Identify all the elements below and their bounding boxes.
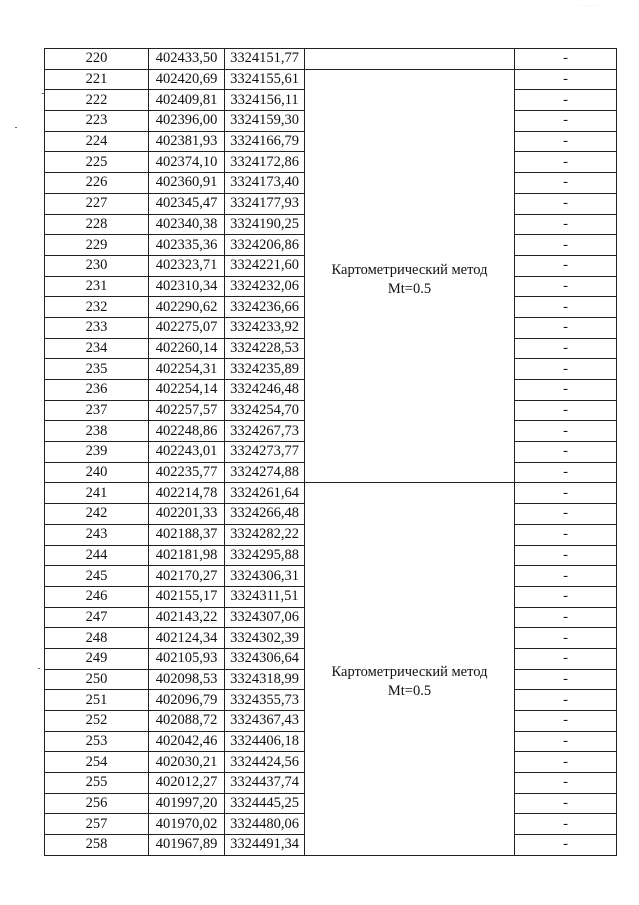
table-row bbox=[45, 483, 617, 504]
y-coordinate-cell: 3324306,31 bbox=[225, 566, 305, 587]
point-number-cell: 230 bbox=[45, 255, 149, 276]
x-coordinate-cell: 402335,36 bbox=[149, 235, 225, 256]
note-cell bbox=[515, 173, 617, 194]
note-cell bbox=[515, 586, 617, 607]
note-cell bbox=[515, 90, 617, 111]
dash-mark: - bbox=[563, 774, 568, 791]
y-coordinate-cell: 3324206,86 bbox=[225, 235, 305, 256]
y-coordinate-cell: 3324155,61 bbox=[225, 69, 305, 90]
point-number-cell: 221 bbox=[45, 69, 149, 90]
x-coordinate-cell: 402243,01 bbox=[149, 442, 225, 463]
y-coordinate-cell: 3324228,53 bbox=[225, 338, 305, 359]
dash-mark: - bbox=[563, 608, 568, 625]
x-coordinate-cell: 402340,38 bbox=[149, 214, 225, 235]
note-cell bbox=[515, 442, 617, 463]
note-cell bbox=[515, 731, 617, 752]
x-coordinate-cell: 402042,46 bbox=[149, 731, 225, 752]
x-coordinate-cell: 402105,93 bbox=[149, 648, 225, 669]
point-number-cell: 249 bbox=[45, 648, 149, 669]
method-name: Картометрический метод bbox=[331, 262, 488, 279]
x-coordinate-cell: 402248,86 bbox=[149, 421, 225, 442]
note-cell bbox=[515, 276, 617, 297]
point-number-cell: 243 bbox=[45, 524, 149, 545]
y-coordinate-cell: 3324355,73 bbox=[225, 690, 305, 711]
y-coordinate-cell: 3324273,77 bbox=[225, 442, 305, 463]
y-coordinate-cell: 3324173,40 bbox=[225, 173, 305, 194]
dash-mark: - bbox=[563, 133, 568, 150]
method-accuracy: Mt=0.5 bbox=[387, 683, 432, 700]
y-coordinate-cell: 3324491,34 bbox=[225, 835, 305, 856]
dash-mark: - bbox=[563, 670, 568, 687]
x-coordinate-cell: 402310,34 bbox=[149, 276, 225, 297]
x-coordinate-cell: 402254,14 bbox=[149, 380, 225, 401]
dash-mark: - bbox=[563, 153, 568, 170]
point-number-cell: 231 bbox=[45, 276, 149, 297]
dash-mark: - bbox=[563, 526, 568, 543]
note-cell bbox=[515, 69, 617, 90]
y-coordinate-cell: 3324172,86 bbox=[225, 152, 305, 173]
note-cell bbox=[515, 297, 617, 318]
note-cell bbox=[515, 814, 617, 835]
note-cell bbox=[515, 235, 617, 256]
point-number-cell: 240 bbox=[45, 462, 149, 483]
point-number-cell: 246 bbox=[45, 586, 149, 607]
y-coordinate-cell: 3324236,66 bbox=[225, 297, 305, 318]
dash-mark: - bbox=[563, 691, 568, 708]
x-coordinate-cell: 402420,69 bbox=[149, 69, 225, 90]
point-number-cell: 232 bbox=[45, 297, 149, 318]
x-coordinate-cell: 402170,27 bbox=[149, 566, 225, 587]
scan-speck bbox=[15, 127, 17, 128]
point-number-cell: 226 bbox=[45, 173, 149, 194]
method-cell bbox=[305, 49, 515, 70]
y-coordinate-cell: 3324311,51 bbox=[225, 586, 305, 607]
dash-mark: - bbox=[563, 257, 568, 274]
dash-mark: - bbox=[563, 650, 568, 667]
note-cell bbox=[515, 193, 617, 214]
note-cell bbox=[515, 752, 617, 773]
dash-mark: - bbox=[563, 484, 568, 501]
point-number-cell: 223 bbox=[45, 111, 149, 132]
dash-mark: - bbox=[563, 339, 568, 356]
dash-mark: - bbox=[563, 733, 568, 750]
dash-mark: - bbox=[563, 236, 568, 253]
note-cell bbox=[515, 835, 617, 856]
y-coordinate-cell: 3324367,43 bbox=[225, 711, 305, 732]
point-number-cell: 227 bbox=[45, 193, 149, 214]
point-number-cell: 254 bbox=[45, 752, 149, 773]
dash-mark: - bbox=[563, 588, 568, 605]
dash-mark: - bbox=[563, 753, 568, 770]
note-cell bbox=[515, 359, 617, 380]
y-coordinate-cell: 3324274,88 bbox=[225, 462, 305, 483]
point-number-cell: 251 bbox=[45, 690, 149, 711]
note-cell bbox=[515, 690, 617, 711]
dash-mark: - bbox=[563, 112, 568, 129]
point-number-cell: 257 bbox=[45, 814, 149, 835]
point-number-cell: 238 bbox=[45, 421, 149, 442]
point-number-cell: 252 bbox=[45, 711, 149, 732]
dash-mark: - bbox=[563, 795, 568, 812]
dash-mark: - bbox=[563, 443, 568, 460]
dash-mark: - bbox=[563, 174, 568, 191]
y-coordinate-cell: 3324445,25 bbox=[225, 793, 305, 814]
dash-mark: - bbox=[563, 360, 568, 377]
y-coordinate-cell: 3324261,64 bbox=[225, 483, 305, 504]
method-cell bbox=[305, 483, 515, 855]
note-cell bbox=[515, 669, 617, 690]
note-cell bbox=[515, 255, 617, 276]
note-cell bbox=[515, 338, 617, 359]
point-number-cell: 242 bbox=[45, 504, 149, 525]
note-cell bbox=[515, 648, 617, 669]
note-cell bbox=[515, 111, 617, 132]
y-coordinate-cell: 3324151,77 bbox=[225, 49, 305, 70]
x-coordinate-cell: 401970,02 bbox=[149, 814, 225, 835]
x-coordinate-cell: 402396,00 bbox=[149, 111, 225, 132]
x-coordinate-cell: 402030,21 bbox=[149, 752, 225, 773]
x-coordinate-cell: 402381,93 bbox=[149, 131, 225, 152]
point-number-cell: 236 bbox=[45, 380, 149, 401]
dash-mark: - bbox=[563, 215, 568, 232]
point-number-cell: 229 bbox=[45, 235, 149, 256]
x-coordinate-cell: 402012,27 bbox=[149, 773, 225, 794]
x-coordinate-cell: 402214,78 bbox=[149, 483, 225, 504]
x-coordinate-cell: 402360,91 bbox=[149, 173, 225, 194]
note-cell bbox=[515, 49, 617, 70]
note-cell bbox=[515, 483, 617, 504]
point-number-cell: 256 bbox=[45, 793, 149, 814]
method-accuracy: Mt=0.5 bbox=[387, 281, 432, 298]
x-coordinate-cell: 402098,53 bbox=[149, 669, 225, 690]
y-coordinate-cell: 3324235,89 bbox=[225, 359, 305, 380]
x-coordinate-cell: 402260,14 bbox=[149, 338, 225, 359]
note-cell bbox=[515, 504, 617, 525]
y-coordinate-cell: 3324221,60 bbox=[225, 255, 305, 276]
x-coordinate-cell: 402345,47 bbox=[149, 193, 225, 214]
y-coordinate-cell: 3324306,64 bbox=[225, 648, 305, 669]
dash-mark: - bbox=[563, 319, 568, 336]
point-number-cell: 225 bbox=[45, 152, 149, 173]
y-coordinate-cell: 3324232,06 bbox=[225, 276, 305, 297]
x-coordinate-cell: 402235,77 bbox=[149, 462, 225, 483]
dash-mark: - bbox=[563, 195, 568, 212]
note-cell bbox=[515, 214, 617, 235]
dash-mark: - bbox=[563, 815, 568, 832]
y-coordinate-cell: 3324266,48 bbox=[225, 504, 305, 525]
point-number-cell: 234 bbox=[45, 338, 149, 359]
note-cell bbox=[515, 628, 617, 649]
note-cell bbox=[515, 566, 617, 587]
x-coordinate-cell: 401997,20 bbox=[149, 793, 225, 814]
note-cell bbox=[515, 607, 617, 628]
method-name: Картометрический метод bbox=[331, 664, 488, 681]
y-coordinate-cell: 3324437,74 bbox=[225, 773, 305, 794]
point-number-cell: 235 bbox=[45, 359, 149, 380]
point-number-cell: 222 bbox=[45, 90, 149, 111]
point-number-cell: 250 bbox=[45, 669, 149, 690]
point-number-cell: 220 bbox=[45, 49, 149, 70]
method-cell bbox=[305, 69, 515, 483]
y-coordinate-cell: 3324307,06 bbox=[225, 607, 305, 628]
point-number-cell: 224 bbox=[45, 131, 149, 152]
note-cell bbox=[515, 545, 617, 566]
dash-mark: - bbox=[563, 298, 568, 315]
point-number-cell: 253 bbox=[45, 731, 149, 752]
y-coordinate-cell: 3324254,70 bbox=[225, 400, 305, 421]
point-number-cell: 245 bbox=[45, 566, 149, 587]
x-coordinate-cell: 402290,62 bbox=[149, 297, 225, 318]
note-cell bbox=[515, 711, 617, 732]
point-number-cell: 233 bbox=[45, 317, 149, 338]
point-number-cell: 237 bbox=[45, 400, 149, 421]
dash-mark: - bbox=[563, 422, 568, 439]
x-coordinate-cell: 401967,89 bbox=[149, 835, 225, 856]
y-coordinate-cell: 3324159,30 bbox=[225, 111, 305, 132]
y-coordinate-cell: 3324177,93 bbox=[225, 193, 305, 214]
dash-mark: - bbox=[563, 91, 568, 108]
x-coordinate-cell: 402143,22 bbox=[149, 607, 225, 628]
dash-mark: - bbox=[563, 712, 568, 729]
x-coordinate-cell: 402124,34 bbox=[149, 628, 225, 649]
note-cell bbox=[515, 317, 617, 338]
y-coordinate-cell: 3324233,92 bbox=[225, 317, 305, 338]
table-row bbox=[45, 49, 617, 70]
dash-mark: - bbox=[563, 546, 568, 563]
note-cell bbox=[515, 131, 617, 152]
y-coordinate-cell: 3324302,39 bbox=[225, 628, 305, 649]
point-number-cell: 255 bbox=[45, 773, 149, 794]
x-coordinate-cell: 402275,07 bbox=[149, 317, 225, 338]
y-coordinate-cell: 3324318,99 bbox=[225, 669, 305, 690]
note-cell bbox=[515, 380, 617, 401]
dash-mark: - bbox=[563, 836, 568, 853]
x-coordinate-cell: 402201,33 bbox=[149, 504, 225, 525]
x-coordinate-cell: 402433,50 bbox=[149, 49, 225, 70]
dash-mark: - bbox=[563, 277, 568, 294]
y-coordinate-cell: 3324267,73 bbox=[225, 421, 305, 442]
point-number-cell: 228 bbox=[45, 214, 149, 235]
x-coordinate-cell: 402088,72 bbox=[149, 711, 225, 732]
y-coordinate-cell: 3324424,56 bbox=[225, 752, 305, 773]
x-coordinate-cell: 402155,17 bbox=[149, 586, 225, 607]
coordinates-table bbox=[44, 48, 617, 856]
y-coordinate-cell: 3324282,22 bbox=[225, 524, 305, 545]
dash-mark: - bbox=[563, 50, 568, 67]
dash-mark: - bbox=[563, 567, 568, 584]
point-number-cell: 241 bbox=[45, 483, 149, 504]
y-coordinate-cell: 3324246,48 bbox=[225, 380, 305, 401]
dash-mark: - bbox=[563, 505, 568, 522]
note-cell bbox=[515, 152, 617, 173]
x-coordinate-cell: 402188,37 bbox=[149, 524, 225, 545]
y-coordinate-cell: 3324156,11 bbox=[225, 90, 305, 111]
point-number-cell: 258 bbox=[45, 835, 149, 856]
y-coordinate-cell: 3324406,18 bbox=[225, 731, 305, 752]
dash-mark: - bbox=[563, 629, 568, 646]
point-number-cell: 247 bbox=[45, 607, 149, 628]
dash-mark: - bbox=[563, 402, 568, 419]
point-number-cell: 239 bbox=[45, 442, 149, 463]
x-coordinate-cell: 402323,71 bbox=[149, 255, 225, 276]
y-coordinate-cell: 3324295,88 bbox=[225, 545, 305, 566]
x-coordinate-cell: 402181,98 bbox=[149, 545, 225, 566]
note-cell bbox=[515, 773, 617, 794]
point-number-cell: 248 bbox=[45, 628, 149, 649]
x-coordinate-cell: 402409,81 bbox=[149, 90, 225, 111]
y-coordinate-cell: 3324190,25 bbox=[225, 214, 305, 235]
page-corner-mark: · ·········· · · bbox=[578, 3, 607, 8]
table-row bbox=[45, 69, 617, 90]
coordinates-table-body bbox=[45, 49, 617, 856]
x-coordinate-cell: 402374,10 bbox=[149, 152, 225, 173]
note-cell bbox=[515, 524, 617, 545]
dash-mark: - bbox=[563, 381, 568, 398]
note-cell bbox=[515, 462, 617, 483]
y-coordinate-cell: 3324480,06 bbox=[225, 814, 305, 835]
x-coordinate-cell: 402096,79 bbox=[149, 690, 225, 711]
note-cell bbox=[515, 400, 617, 421]
x-coordinate-cell: 402257,57 bbox=[149, 400, 225, 421]
point-number-cell: 244 bbox=[45, 545, 149, 566]
y-coordinate-cell: 3324166,79 bbox=[225, 131, 305, 152]
note-cell bbox=[515, 421, 617, 442]
scan-speck bbox=[38, 668, 40, 669]
x-coordinate-cell: 402254,31 bbox=[149, 359, 225, 380]
note-cell bbox=[515, 793, 617, 814]
dash-mark: - bbox=[563, 464, 568, 481]
dash-mark: - bbox=[563, 71, 568, 88]
